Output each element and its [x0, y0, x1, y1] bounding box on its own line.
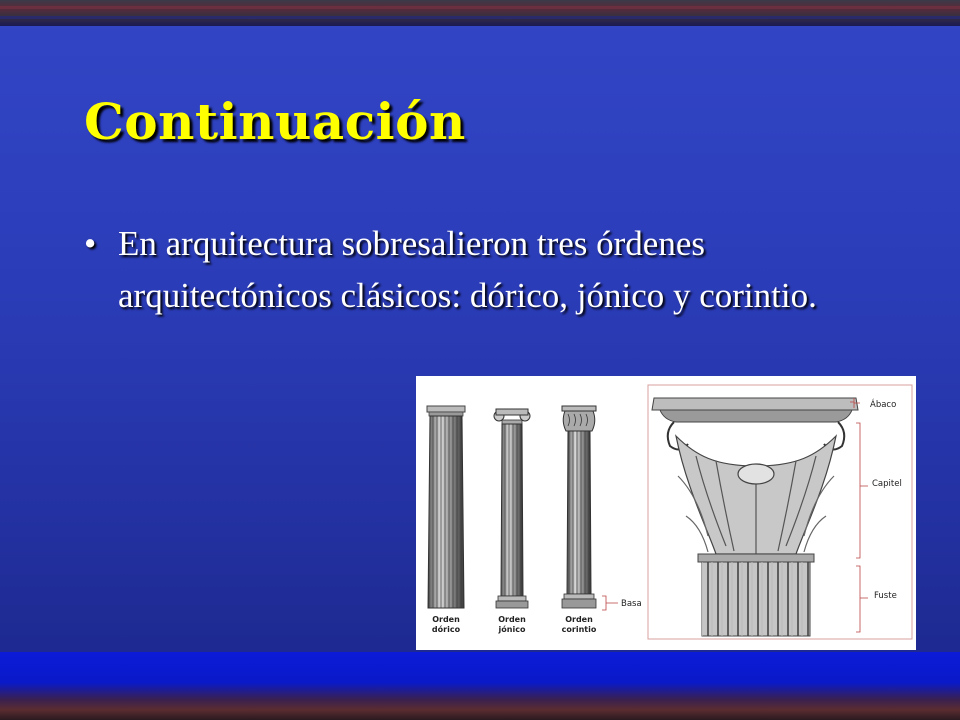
abaco-label: Ábaco: [870, 400, 897, 410]
corinthian-capital-detail: [648, 385, 912, 639]
doric-label-line2: dórico: [431, 625, 461, 634]
top-decorative-bar: [0, 0, 960, 26]
capitel-label: Capitel: [872, 479, 902, 489]
columns-illustration: [416, 376, 916, 650]
top-stripe: [0, 16, 960, 19]
capital-part-markers: [850, 398, 868, 632]
doric-label-line1: Orden: [432, 615, 460, 624]
bullet-item: [84, 218, 824, 322]
bullet-symbol: •: [84, 224, 97, 263]
bullet-list: [84, 218, 824, 322]
corinthian-label-line2: corintio: [561, 625, 597, 634]
base-label: Basa: [621, 599, 642, 609]
classical-orders-figure: [416, 376, 916, 650]
slide-title: Continuación: [84, 92, 466, 151]
corinthian-column: [562, 406, 618, 610]
ionic-label-line1: Orden: [498, 615, 526, 624]
corinthian-label-line1: Orden: [565, 615, 593, 624]
ionic-column: [494, 409, 530, 608]
doric-column: [427, 406, 465, 608]
fuste-label: Fuste: [874, 591, 897, 601]
bullet-text: En arquitectura sobresalieron tres órdenes arquitectónicos clásicos: dórico, jónico y corintio.: [118, 224, 817, 315]
bottom-decorative-bar: [0, 652, 960, 720]
ionic-label-line2: jónico: [498, 625, 526, 634]
top-stripe: [0, 6, 960, 9]
